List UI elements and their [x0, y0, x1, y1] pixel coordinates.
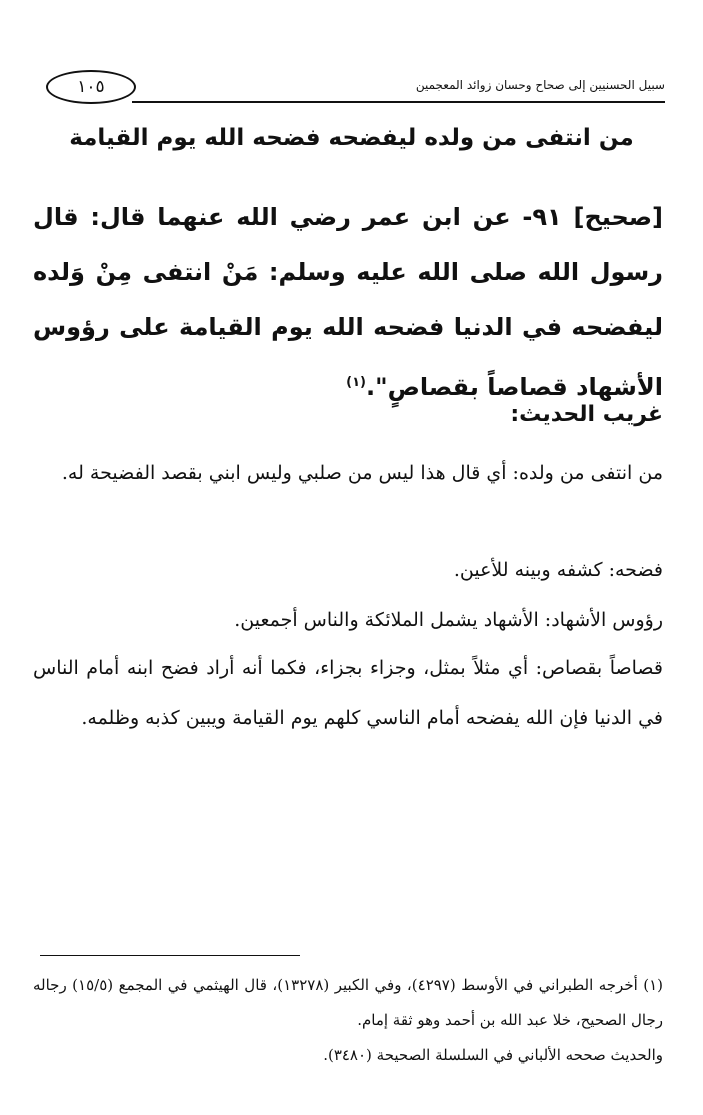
- explanation-paragraph: [33, 448, 663, 498]
- hadith-grade: [صحيح]: [573, 203, 663, 231]
- hadith-body: ٩١- عن ابن عمر رضي الله عنهما قال: قال رسول الله صلى الله عليه وسلم: مَنْ انتفى مِنْ وَلده ليفضحه في الدنيا فضحه الله يوم القيامة على رؤوس الأشهاد قصاصاً بقصاصٍ".: [33, 203, 663, 401]
- page-number: ١٠٥: [46, 70, 136, 104]
- explanation-text: رؤوس الأشهاد: الأشهاد يشمل الملائكة والناس أجمعين.: [234, 609, 663, 631]
- footnote-divider: [40, 955, 300, 956]
- explanation-text: قصاصاً بقصاص: أي مثلاً بمثل، وجزاء بجزاء، فكما أنه أراد فضح ابنه أمام الناس في الدنيا فإن الله يفضحه أمام الناسي كلهم يوم القيامة ويبين كذبه وظلمه.: [33, 657, 663, 729]
- hadith-text: [33, 190, 663, 415]
- explanation-paragraph: [33, 643, 663, 743]
- explanation-paragraph: [33, 545, 663, 595]
- gharib-heading: غريب الحديث:: [510, 402, 663, 427]
- footnote: (١) أخرجه الطبراني في الأوسط (٤٢٩٧)، وفي الكبير (١٣٢٧٨)، قال الهيثمي في المجمع (١٥/٥) رجاله رجال الصحيح، خلا عبد الله بن أحمد وهو ثقة إمام.: [33, 976, 664, 1029]
- explanation-text: فضحه: كشفه وبينه للأعين.: [453, 559, 663, 581]
- header-rule: [132, 101, 665, 103]
- footnote-ref: (١): [346, 375, 366, 390]
- chapter-title: من انتفى من ولده ليفضحه فضحه الله يوم القيامة: [69, 125, 634, 151]
- book-title: سبيل الحسنيين إلى صحاح وحسان زوائد المعجمين: [415, 78, 665, 92]
- page-header: [40, 68, 665, 112]
- footnote: والحديث صححه الألباني في السلسلة الصحيحة (٣٤٨٠).: [323, 1046, 663, 1064]
- explanation-text: من انتفى من ولده: أي قال هذا ليس من صلبي وليس ابني بقصد الفضيحة له.: [61, 462, 663, 484]
- explanation-paragraph: [33, 595, 663, 645]
- footnotes: [33, 968, 663, 1073]
